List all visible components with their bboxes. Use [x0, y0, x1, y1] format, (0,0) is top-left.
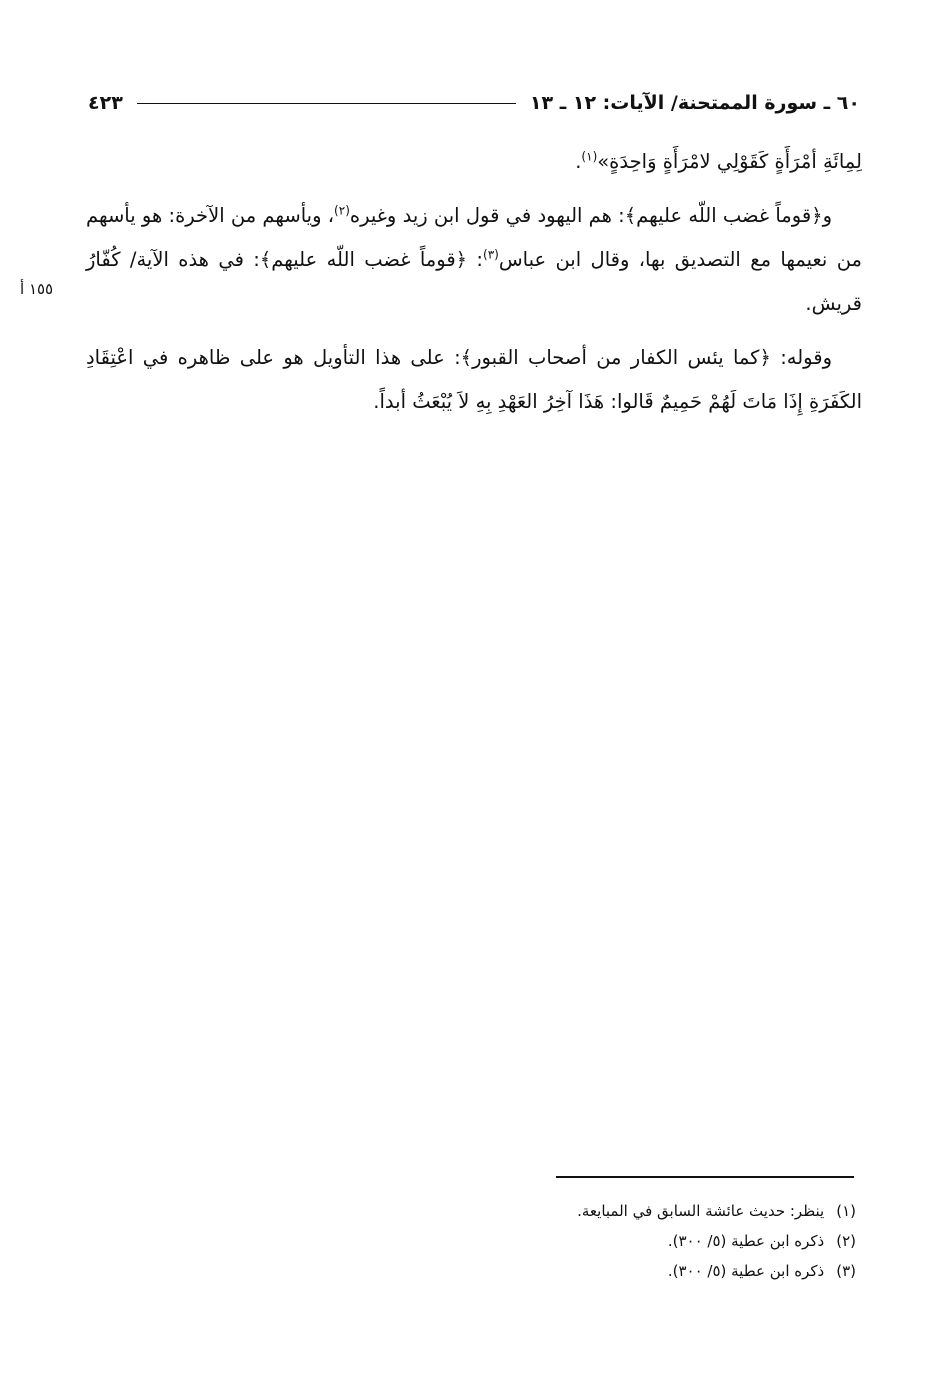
- header-title: ٦٠ ـ سورة الممتحنة/ الآيات: ١٢ ـ ١٣: [529, 92, 860, 114]
- footnote-text: ذكره ابن عطية (٥/ ٣٠٠).: [667, 1232, 825, 1250]
- paragraph-1-text: لِمِائَةِ أمْرَأَةٍ كَقَوْلِي لامْرَأَةٍ وَاحِدَةٍ»: [597, 150, 862, 173]
- footnote-number: (١): [836, 1202, 856, 1220]
- paragraph-2-text-end: : ﴿قوماً غضب اللّه عليهم﴾: في هذه الآية/ كُفّارُ قريش.: [86, 248, 862, 315]
- footnote-ref-2: (٢): [334, 203, 350, 218]
- paragraph-3-text: وقوله: ﴿كما يئس الكفار من أصحاب القبور﴾: على هذا التأويل هو على ظاهره في اعْتِقَادِ الكَفَرَةِ إِذَا مَاتَ لَهُمْ حَمِيمٌ قَالوا: هَذَا آخِرُ العَهْدِ بِهِ لاَ يُبْعَثُ أبداً.: [86, 346, 862, 413]
- main-text: [86, 140, 862, 424]
- margin-folio-note: ١٥٥ أ: [20, 280, 54, 298]
- footnotes: [300, 1196, 856, 1286]
- footnote-number: (٣): [836, 1262, 856, 1280]
- paragraph-1: [86, 140, 862, 184]
- footnote-text: ذكره ابن عطية (٥/ ٣٠٠).: [667, 1262, 825, 1280]
- page-number: ٤٢٣: [88, 92, 123, 114]
- running-header: [88, 88, 860, 118]
- footnote-ref-1: (١): [581, 149, 598, 164]
- footnote-item: [300, 1226, 856, 1256]
- header-rule: [137, 103, 516, 104]
- footnote-separator: [556, 1176, 854, 1178]
- footnote-item: [300, 1256, 856, 1286]
- paragraph-2: [86, 194, 862, 326]
- footnote-ref-3: (٣): [483, 247, 499, 262]
- paragraph-3: [86, 336, 862, 424]
- paragraph-1-end: .: [575, 150, 582, 173]
- paragraph-2-text-middle: ، ويأسهم من الآخرة: هو يأسهم من نعيمها مع التصديق بها، وقال ابن عباس: [86, 204, 862, 271]
- footnote-text: ينظر: حديث عائشة السابق في المبايعة.: [577, 1202, 825, 1220]
- footnote-number: (٢): [836, 1232, 856, 1250]
- footnote-item: [300, 1196, 856, 1226]
- paragraph-2-text-start: و﴿قوماً غضب اللّه عليهم﴾: هم اليهود في قول ابن زيد وغيره: [349, 204, 832, 227]
